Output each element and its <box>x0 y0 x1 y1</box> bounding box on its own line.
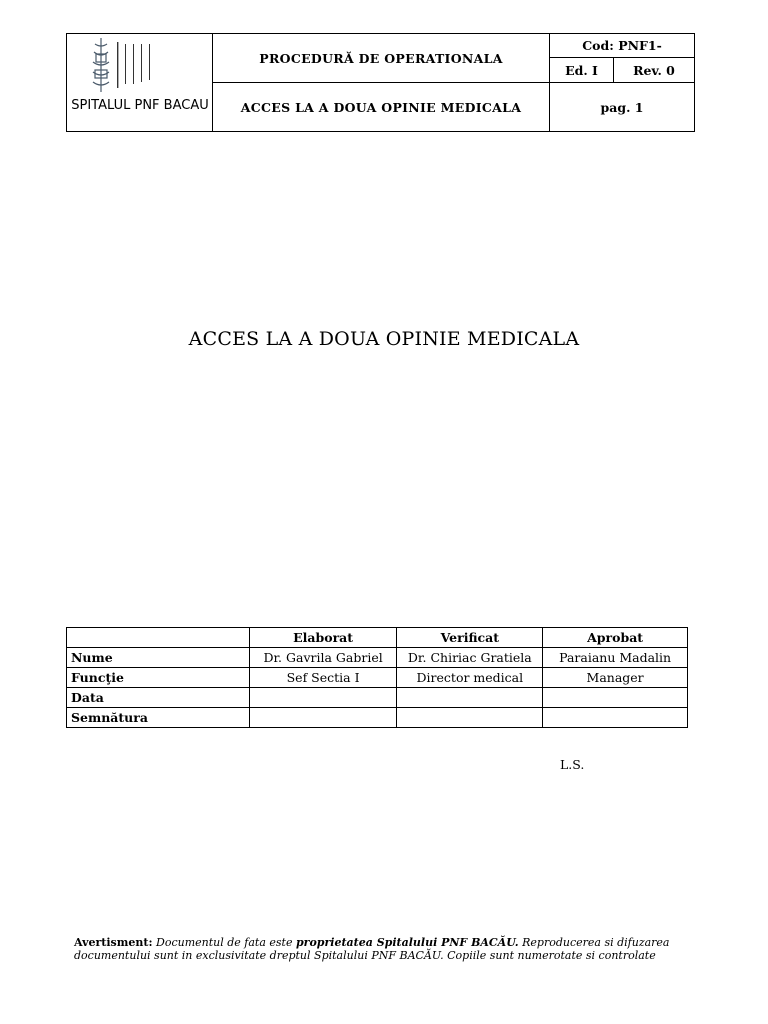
cell-elaborat: Sef Sectia I <box>249 668 397 688</box>
document-title: ACCES LA A DOUA OPINIE MEDICALA <box>188 328 580 350</box>
table-row <box>67 648 688 668</box>
cell-elaborat <box>249 708 397 728</box>
hospital-logo <box>89 36 189 94</box>
edition: Ed. I <box>550 58 614 83</box>
procedure-title: PROCEDURĂ DE OPERATIONALA <box>213 34 549 83</box>
header-elaborat: Elaborat <box>249 628 397 648</box>
document-meta <box>549 34 694 131</box>
warning-label: Avertisment: <box>74 936 153 949</box>
cell-verificat: Director medical <box>397 668 543 688</box>
table-row <box>67 668 688 688</box>
document-header <box>66 33 695 132</box>
header-aprobat: Aprobat <box>543 628 688 648</box>
warning-text-2: Reproducerea si difuzarea documentului sunt in exclusivitate dreptul Spitalului PNF BACĂU. Copiile sunt numerotate si controlate <box>74 936 670 962</box>
row-label: Data <box>67 688 250 708</box>
hospital-name: SPITALUL PNF BACAU <box>71 98 209 113</box>
cell-aprobat <box>543 708 688 728</box>
cell-elaborat <box>249 688 397 708</box>
header-empty-cell <box>67 628 250 648</box>
header-verificat: Verificat <box>397 628 543 648</box>
table-row <box>67 708 688 728</box>
cell-aprobat <box>543 688 688 708</box>
cell-elaborat: Dr. Gavrila Gabriel <box>249 648 397 668</box>
cell-verificat: Dr. Chiriac Gratiela <box>397 648 543 668</box>
revision: Rev. 0 <box>614 58 694 83</box>
row-label: Nume <box>67 648 250 668</box>
logo-cell <box>67 34 213 131</box>
stamp-label: L.S. <box>560 757 585 772</box>
footer-warning <box>74 936 699 962</box>
row-label: Funcţie <box>67 668 250 688</box>
document-code: Cod: PNF1- <box>550 34 694 58</box>
warning-text-1: Documentul de fata este <box>152 936 296 949</box>
procedure-subject: ACCES LA A DOUA OPINIE MEDICALA <box>240 99 522 115</box>
cell-aprobat: Paraianu Madalin <box>543 648 688 668</box>
approval-table <box>66 627 688 728</box>
cell-aprobat: Manager <box>543 668 688 688</box>
warning-owner: proprietatea Spitalului PNF BACĂU. <box>295 936 519 949</box>
cell-verificat <box>397 708 543 728</box>
cell-verificat <box>397 688 543 708</box>
table-row <box>67 688 688 708</box>
approval-header-row <box>67 628 688 648</box>
page-number: pag. 1 <box>600 99 644 115</box>
row-label: Semnătura <box>67 708 250 728</box>
